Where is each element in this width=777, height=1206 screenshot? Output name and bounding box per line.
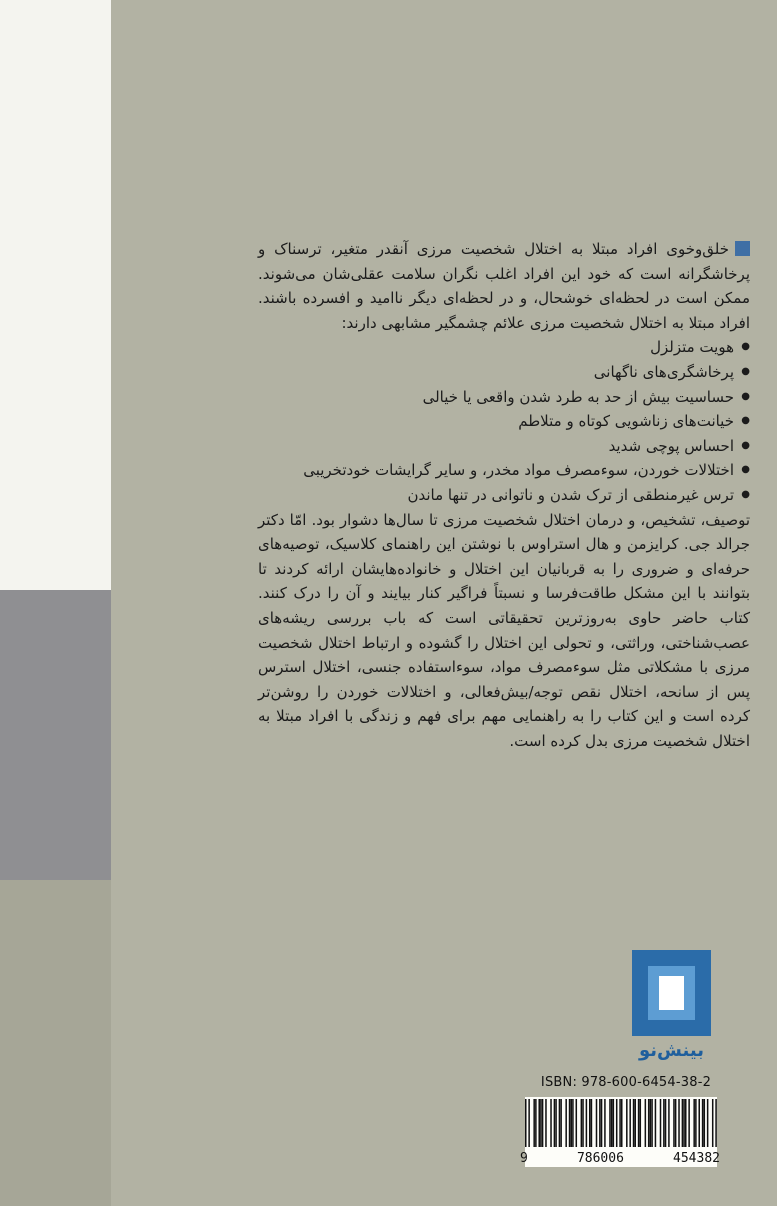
barcode-bar <box>704 1099 706 1147</box>
barcode-bar <box>685 1099 687 1147</box>
barcode-bar <box>611 1099 613 1147</box>
blurb-body: توصیف، تشخیص، و درمان اختلال شخصیت مرزی تا سال‌ها دشوار بود. امّا دکتر جرالد جی. کرایزمن و هال استراوس با نوشتن این راهنمای کلاسیک، توصیه‌های حرفه‌ای و ضروری را به قربانیان این اختلال و خانواده‌هایشان ارائه کردند تا بتوانند با این مشکل طاقت‌فرسا و نسبتاً فراگیر کنار بیایند و آن را درک کنند. کتاب حاضر حاوی به‌روزترین تحقیقاتی است که باب بررسی ریشه‌های عصب‌شناختی، وراثتی، و تحولی این اختلال را گشوده و ارتباط اختلال شخصیت مرزی با مشکلاتی مثل سوءمصرف مواد، سوءاستفاده جنسی، اختلال استرس پس از سانحه، اختلال نقص توجه/بیش‌فعالی، و اختلالات خوردن را روشن‌تر کرده است و این کتاب را به راهنمایی مهم برای فهم و زندگی با افراد مبتلا به اختلال شخصیت مرزی بدل کرده است. <box>258 510 750 750</box>
barcode-bar <box>660 1099 662 1147</box>
barcode-bar <box>626 1099 628 1147</box>
isbn-label: ISBN: 978-600-6454-38-2 <box>540 1075 712 1090</box>
barcode-bar <box>582 1099 584 1147</box>
barcode-bar <box>621 1099 623 1147</box>
barcode-bar <box>655 1099 657 1147</box>
barcode-bar <box>569 1099 571 1147</box>
barcode-bar <box>525 1099 527 1147</box>
barcode-bar <box>688 1099 690 1147</box>
barcode-bar <box>535 1099 537 1147</box>
barcode-bar <box>560 1099 562 1147</box>
barcode-bar <box>542 1099 544 1147</box>
list-item: ● ترس غیرمنطقی از ترک شدن و ناتوانی در تنها ماندن <box>258 483 750 508</box>
barcode-bar <box>528 1099 530 1147</box>
spine-white-band <box>0 0 111 590</box>
list-item: ● حساسیت بیش از حد به طرد شدن واقعی یا خیالی <box>258 385 750 410</box>
barcode-bar <box>707 1099 709 1147</box>
barcode-bar <box>572 1099 574 1147</box>
barcode-bar <box>715 1099 717 1147</box>
barcode-bar <box>550 1099 552 1147</box>
barcode-digit-right: 454382 <box>673 1151 720 1166</box>
blurb-intro-text: خلق‌وخوی افراد مبتلا به اختلال شخصیت مرزی آنقدر متغیر، ترسناک و پرخاشگرانه است که خود این افراد اغلب نگران سلامت عقلی‌شان می‌شوند. ممکن است در لحظه‌ای خوشحال، و در لحظه‌ای دیگر ناامید و افسرده باشند. افراد مبتلا به اختلال شخصیت مرزی علائم چشمگیر مشابهی دارند: <box>258 240 750 332</box>
barcode-bar <box>559 1099 561 1147</box>
symptom-list <box>258 335 750 507</box>
barcode-bar <box>683 1099 685 1147</box>
barcode-bar <box>545 1099 547 1147</box>
barcode-bar <box>555 1099 557 1147</box>
barcode-bar <box>619 1099 621 1147</box>
barcode-bar <box>698 1099 700 1147</box>
barcode-bar <box>638 1099 640 1147</box>
list-item: ● پرخاشگری‌های ناگهانی <box>258 360 750 385</box>
barcode-bar <box>645 1099 647 1147</box>
barcode-bar <box>616 1099 618 1147</box>
barcode-bar <box>533 1099 535 1147</box>
square-bullet-icon <box>735 241 750 256</box>
barcode-bar <box>609 1099 611 1147</box>
list-item: ● اختلالات خوردن، سوءمصرف مواد مخدر، و سایر گرایشات خودتخریبی <box>258 458 750 483</box>
barcode-bar <box>663 1099 665 1147</box>
list-item: ● خیانت‌های زناشویی کوتاه و متلاطم <box>258 409 750 434</box>
blurb-intro <box>258 237 750 335</box>
barcode-bar <box>613 1099 615 1147</box>
barcode-bar <box>604 1099 606 1147</box>
barcode-bar <box>633 1099 635 1147</box>
barcode-bar <box>576 1099 578 1147</box>
barcode-bar <box>596 1099 598 1147</box>
barcode-bar <box>601 1099 603 1147</box>
barcode-bar <box>634 1099 636 1147</box>
barcode-bar <box>651 1099 653 1147</box>
barcode-bar <box>570 1099 572 1147</box>
spine-gray-band <box>0 590 111 880</box>
barcode-bar <box>650 1099 652 1147</box>
barcode-bar <box>682 1099 684 1147</box>
list-item: ● احساس پوچی شدید <box>258 434 750 459</box>
barcode-bar <box>665 1099 667 1147</box>
barcode-bar <box>640 1099 642 1147</box>
publisher-logo-icon <box>632 950 711 1036</box>
barcode-digit-left: 786006 <box>576 1151 624 1166</box>
barcode-bar <box>675 1099 677 1147</box>
barcode-bar <box>702 1099 704 1147</box>
list-item: ● هویت متزلزل <box>258 335 750 360</box>
barcode-bar <box>678 1099 680 1147</box>
barcode-bar <box>586 1099 588 1147</box>
publisher-name: بینش‌نو <box>639 1040 704 1061</box>
back-cover-blurb <box>258 237 750 753</box>
barcode-bar <box>599 1099 601 1147</box>
barcode-bar <box>673 1099 675 1147</box>
barcode-bar <box>565 1099 567 1147</box>
barcode-bar <box>554 1099 556 1147</box>
barcode-bar <box>581 1099 583 1147</box>
spine-bottom-band <box>0 880 111 1206</box>
barcode-bar <box>589 1099 591 1147</box>
barcode-bar <box>591 1099 593 1147</box>
barcode-digit-lead: 9 <box>520 1151 528 1166</box>
barcode-bar <box>695 1099 697 1147</box>
barcode-bar <box>712 1099 714 1147</box>
barcode-digits <box>520 1151 720 1166</box>
barcode-bar <box>538 1099 540 1147</box>
barcode-bar <box>629 1099 631 1147</box>
publisher-logo <box>632 950 711 1068</box>
barcode-bar <box>668 1099 670 1147</box>
barcode-bar <box>693 1099 695 1147</box>
barcode-bar <box>540 1099 542 1147</box>
barcode-bar <box>648 1099 650 1147</box>
